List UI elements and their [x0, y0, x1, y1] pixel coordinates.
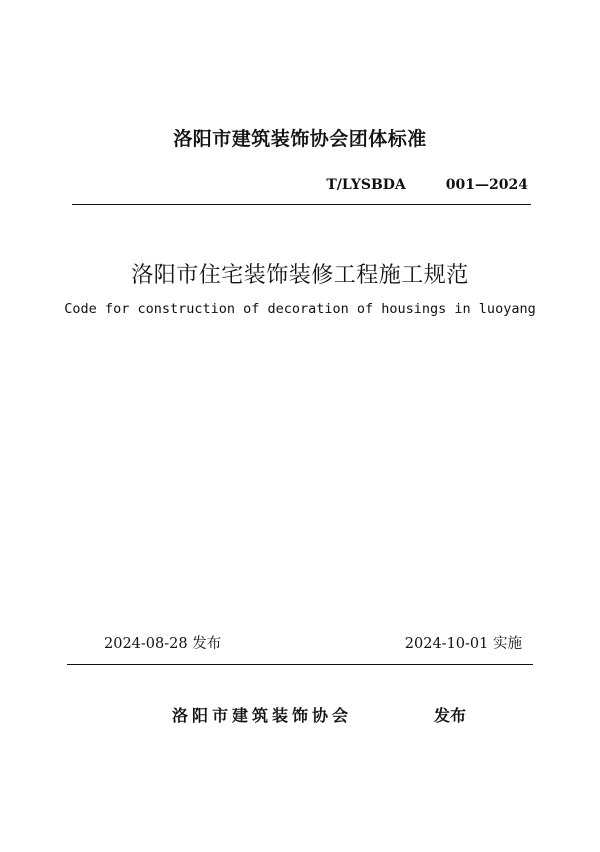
publish-date: 2024-08-28 发布 [104, 636, 222, 652]
effective-date: 2024-10-01 实施 [404, 636, 522, 652]
document-title-chinese: 洛阳市住宅装饰装修工程施工规范 [131, 263, 469, 288]
standard-number: 001—2024 [445, 177, 528, 193]
publisher-name: 洛阳市建筑装饰协会 [172, 706, 353, 725]
document-title-english: Code for construction of decoration of housings in luoyang [64, 301, 536, 317]
header-divider [72, 204, 531, 205]
organization-header: 洛阳市建筑装饰协会团体标准 [173, 128, 427, 150]
footer-divider [67, 664, 533, 665]
standard-code: T/LYSBDA [326, 177, 406, 193]
publish-label: 发布 [434, 706, 467, 725]
standard-number-line [326, 177, 528, 193]
